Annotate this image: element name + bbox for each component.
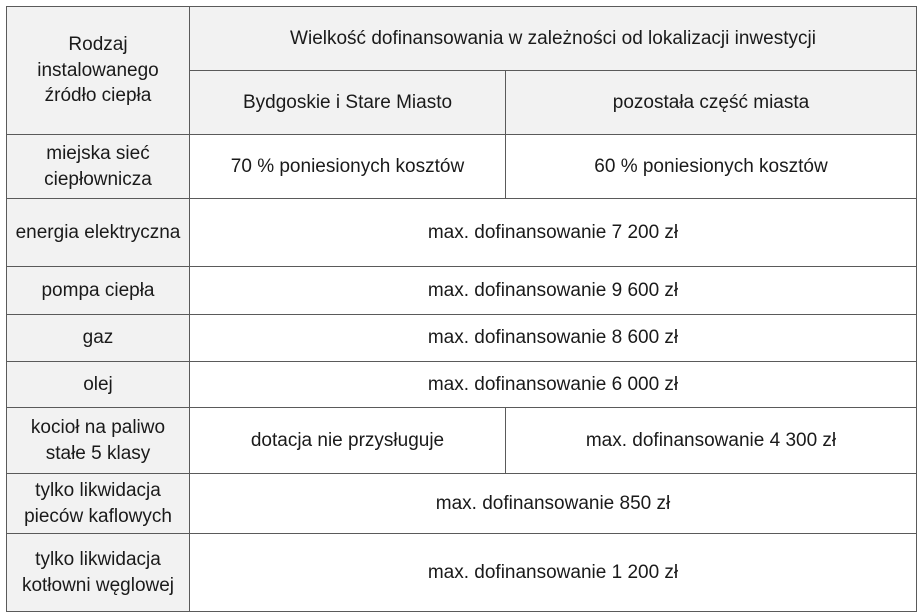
header-heat-source-type: Rodzaj instalowanego źródło ciepła: [7, 7, 190, 135]
cell-subsidy-value: max. dofinansowanie 6 000 zł: [190, 362, 917, 408]
table-row: [7, 267, 917, 315]
row-label: pompa ciepła: [7, 267, 190, 315]
subsidy-table: [6, 6, 917, 612]
cell-rest-of-city: 60 % poniesionych kosztów: [506, 135, 917, 199]
header-column-rest-of-city: pozostała część miasta: [506, 71, 917, 135]
row-label: kocioł na paliwo stałe 5 klasy: [7, 408, 190, 474]
table-row: [7, 534, 917, 612]
cell-subsidy-value: max. dofinansowanie 8 600 zł: [190, 315, 917, 362]
cell-subsidy-value: max. dofinansowanie 9 600 zł: [190, 267, 917, 315]
row-label: tylko likwidacja pieców kaflowych: [7, 474, 190, 534]
table-row: [7, 408, 917, 474]
table-row: [7, 362, 917, 408]
table-row: [7, 474, 917, 534]
table-header-row: [7, 7, 917, 71]
row-label: miejska sieć ciepłownicza: [7, 135, 190, 199]
row-label: energia elektryczna: [7, 199, 190, 267]
header-subsidy-by-location: Wielkość dofinansowania w zależności od lokalizacji inwestycji: [190, 7, 917, 71]
cell-bydgoskie-stare-miasto: dotacja nie przysługuje: [190, 408, 506, 474]
row-label: tylko likwidacja kotłowni węglowej: [7, 534, 190, 612]
row-label: olej: [7, 362, 190, 408]
table-row: [7, 135, 917, 199]
header-column-bydgoskie-stare-miasto: Bydgoskie i Stare Miasto: [190, 71, 506, 135]
cell-subsidy-value: max. dofinansowanie 1 200 zł: [190, 534, 917, 612]
cell-subsidy-value: max. dofinansowanie 7 200 zł: [190, 199, 917, 267]
table-row: [7, 315, 917, 362]
cell-subsidy-value: max. dofinansowanie 850 zł: [190, 474, 917, 534]
row-label: gaz: [7, 315, 190, 362]
cell-bydgoskie-stare-miasto: 70 % poniesionych kosztów: [190, 135, 506, 199]
table-row: [7, 199, 917, 267]
cell-rest-of-city: max. dofinansowanie 4 300 zł: [506, 408, 917, 474]
